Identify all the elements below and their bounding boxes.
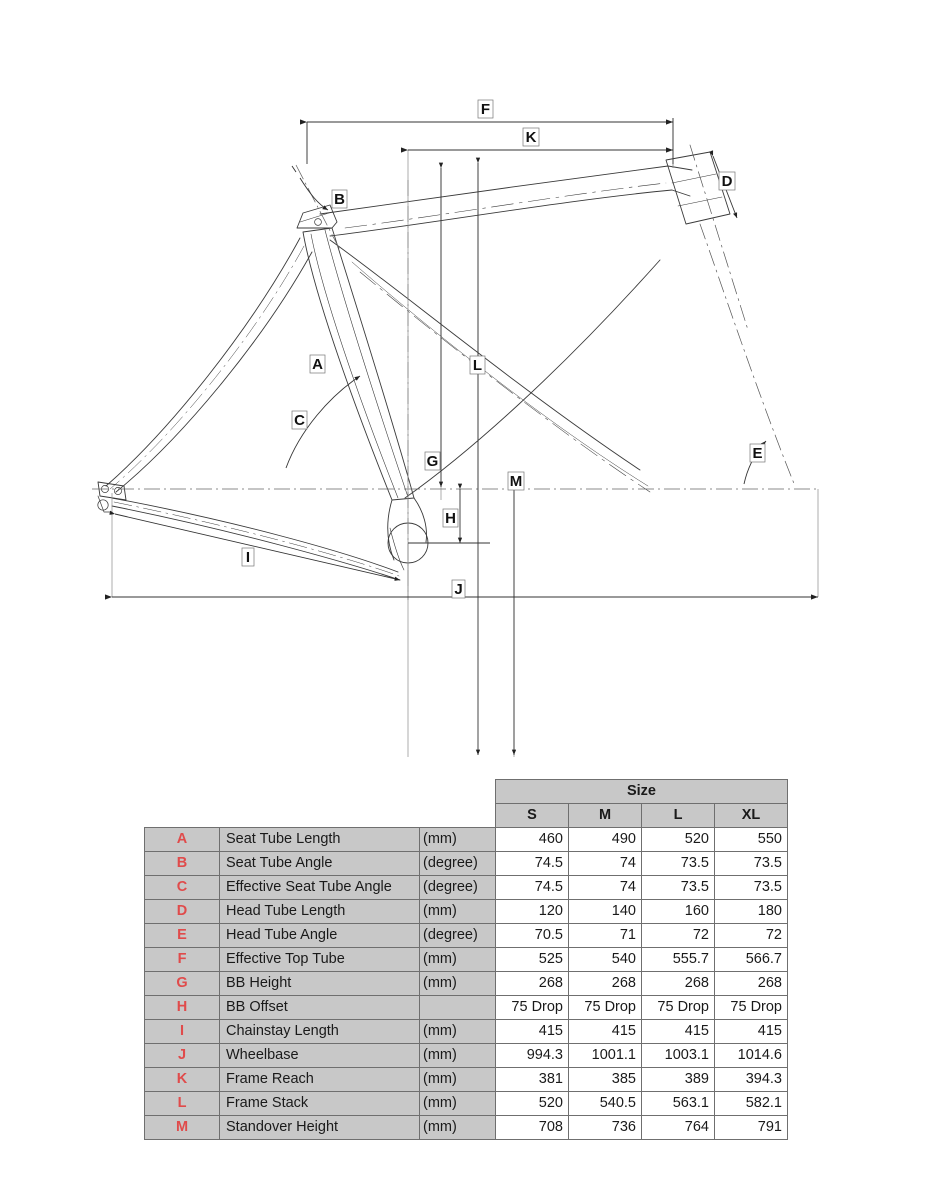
row-description: Seat Tube Angle bbox=[220, 852, 420, 876]
row-value-S: 415 bbox=[496, 1020, 569, 1044]
row-value-L: 160 bbox=[642, 900, 715, 924]
dim-label-E bbox=[750, 444, 765, 462]
dim-label-M bbox=[508, 472, 524, 490]
row-value-XL: 566.7 bbox=[715, 948, 788, 972]
row-value-S: 994.3 bbox=[496, 1044, 569, 1068]
row-letter: I bbox=[145, 1020, 220, 1044]
table-body bbox=[145, 828, 788, 1140]
row-value-XL: 75 Drop bbox=[715, 996, 788, 1020]
row-value-M: 490 bbox=[569, 828, 642, 852]
svg-text:K: K bbox=[525, 129, 537, 146]
row-value-S: 74.5 bbox=[496, 876, 569, 900]
dim-label-K bbox=[523, 128, 539, 146]
dim-label-B bbox=[332, 190, 347, 208]
row-unit bbox=[420, 996, 496, 1020]
header-size: Size bbox=[496, 780, 788, 804]
row-unit: (mm) bbox=[420, 972, 496, 996]
row-value-M: 268 bbox=[569, 972, 642, 996]
header-size-xl: XL bbox=[715, 804, 788, 828]
table-row bbox=[145, 972, 788, 996]
row-value-L: 389 bbox=[642, 1068, 715, 1092]
row-value-M: 415 bbox=[569, 1020, 642, 1044]
row-description: Frame Stack bbox=[220, 1092, 420, 1116]
header-spacer-unit-2 bbox=[420, 804, 496, 828]
header-size-m: M bbox=[569, 804, 642, 828]
table-row bbox=[145, 996, 788, 1020]
row-value-M: 540 bbox=[569, 948, 642, 972]
dim-label-J bbox=[452, 580, 465, 598]
dim-label-I bbox=[242, 548, 254, 566]
row-value-L: 72 bbox=[642, 924, 715, 948]
row-value-S: 75 Drop bbox=[496, 996, 569, 1020]
row-description: Head Tube Angle bbox=[220, 924, 420, 948]
svg-text:B: B bbox=[334, 191, 345, 208]
dim-label-L bbox=[470, 356, 485, 374]
row-unit: (mm) bbox=[420, 1068, 496, 1092]
row-value-M: 75 Drop bbox=[569, 996, 642, 1020]
row-description: Standover Height bbox=[220, 1116, 420, 1140]
row-value-L: 73.5 bbox=[642, 876, 715, 900]
svg-text:H: H bbox=[445, 510, 456, 527]
row-value-S: 70.5 bbox=[496, 924, 569, 948]
dim-label-H bbox=[443, 509, 458, 527]
table-row bbox=[145, 828, 788, 852]
row-letter: J bbox=[145, 1044, 220, 1068]
row-value-S: 525 bbox=[496, 948, 569, 972]
row-description: Head Tube Length bbox=[220, 900, 420, 924]
row-letter: H bbox=[145, 996, 220, 1020]
row-value-XL: 582.1 bbox=[715, 1092, 788, 1116]
row-letter: D bbox=[145, 900, 220, 924]
svg-text:F: F bbox=[480, 101, 491, 118]
dim-label-A bbox=[310, 355, 325, 373]
dim-label-D bbox=[719, 172, 735, 190]
svg-text:L: L bbox=[472, 357, 483, 374]
row-value-L: 764 bbox=[642, 1116, 715, 1140]
row-value-L: 520 bbox=[642, 828, 715, 852]
row-description: Effective Top Tube bbox=[220, 948, 420, 972]
row-unit: (degree) bbox=[420, 924, 496, 948]
row-value-S: 520 bbox=[496, 1092, 569, 1116]
row-letter: L bbox=[145, 1092, 220, 1116]
row-unit: (degree) bbox=[420, 876, 496, 900]
row-value-M: 1001.1 bbox=[569, 1044, 642, 1068]
row-value-S: 708 bbox=[496, 1116, 569, 1140]
row-description: Effective Seat Tube Angle bbox=[220, 876, 420, 900]
row-value-M: 71 bbox=[569, 924, 642, 948]
row-value-XL: 268 bbox=[715, 972, 788, 996]
row-value-XL: 1014.6 bbox=[715, 1044, 788, 1068]
row-value-L: 563.1 bbox=[642, 1092, 715, 1116]
table-row bbox=[145, 852, 788, 876]
row-value-XL: 180 bbox=[715, 900, 788, 924]
row-unit: (mm) bbox=[420, 948, 496, 972]
svg-text:I: I bbox=[245, 549, 251, 566]
row-value-S: 268 bbox=[496, 972, 569, 996]
row-description: BB Offset bbox=[220, 996, 420, 1020]
svg-text:C: C bbox=[294, 412, 305, 429]
header-spacer-letter-2 bbox=[145, 804, 220, 828]
svg-text:D: D bbox=[721, 173, 733, 190]
row-letter: E bbox=[145, 924, 220, 948]
row-letter: K bbox=[145, 1068, 220, 1092]
row-unit: (mm) bbox=[420, 1020, 496, 1044]
row-description: Seat Tube Length bbox=[220, 828, 420, 852]
table-row bbox=[145, 948, 788, 972]
row-letter: F bbox=[145, 948, 220, 972]
table-row bbox=[145, 1068, 788, 1092]
row-value-S: 120 bbox=[496, 900, 569, 924]
row-unit: (mm) bbox=[420, 900, 496, 924]
row-value-M: 736 bbox=[569, 1116, 642, 1140]
row-value-M: 74 bbox=[569, 852, 642, 876]
row-value-S: 460 bbox=[496, 828, 569, 852]
row-letter: A bbox=[145, 828, 220, 852]
row-value-S: 74.5 bbox=[496, 852, 569, 876]
row-value-XL: 550 bbox=[715, 828, 788, 852]
header-spacer-unit bbox=[420, 780, 496, 804]
svg-text:G: G bbox=[426, 453, 439, 470]
row-unit: (mm) bbox=[420, 828, 496, 852]
row-value-XL: 72 bbox=[715, 924, 788, 948]
row-value-XL: 791 bbox=[715, 1116, 788, 1140]
header-spacer-desc-2 bbox=[220, 804, 420, 828]
row-letter: C bbox=[145, 876, 220, 900]
row-unit: (mm) bbox=[420, 1044, 496, 1068]
svg-text:A: A bbox=[312, 356, 323, 373]
row-description: Chainstay Length bbox=[220, 1020, 420, 1044]
svg-text:J: J bbox=[454, 581, 463, 598]
row-value-L: 73.5 bbox=[642, 852, 715, 876]
row-value-L: 268 bbox=[642, 972, 715, 996]
row-unit: (mm) bbox=[420, 1092, 496, 1116]
row-value-L: 1003.1 bbox=[642, 1044, 715, 1068]
table-header-sizes-row bbox=[145, 804, 788, 828]
table-row bbox=[145, 1044, 788, 1068]
dim-label-C bbox=[292, 411, 307, 429]
row-value-L: 415 bbox=[642, 1020, 715, 1044]
row-value-XL: 394.3 bbox=[715, 1068, 788, 1092]
table-row bbox=[145, 1020, 788, 1044]
table-row bbox=[145, 924, 788, 948]
row-value-M: 74 bbox=[569, 876, 642, 900]
row-description: Frame Reach bbox=[220, 1068, 420, 1092]
row-value-M: 385 bbox=[569, 1068, 642, 1092]
header-size-s: S bbox=[496, 804, 569, 828]
geometry-table bbox=[144, 779, 788, 1140]
header-spacer-desc bbox=[220, 780, 420, 804]
header-size-l: L bbox=[642, 804, 715, 828]
dim-label-F bbox=[478, 100, 493, 118]
svg-text:E: E bbox=[752, 445, 763, 462]
row-value-XL: 73.5 bbox=[715, 852, 788, 876]
table-row bbox=[145, 900, 788, 924]
row-description: Wheelbase bbox=[220, 1044, 420, 1068]
row-value-XL: 415 bbox=[715, 1020, 788, 1044]
row-value-L: 555.7 bbox=[642, 948, 715, 972]
row-value-XL: 73.5 bbox=[715, 876, 788, 900]
table-header-size-row bbox=[145, 780, 788, 804]
row-value-S: 381 bbox=[496, 1068, 569, 1092]
row-value-M: 540.5 bbox=[569, 1092, 642, 1116]
dimension-label-group bbox=[242, 100, 765, 598]
row-letter: G bbox=[145, 972, 220, 996]
row-value-L: 75 Drop bbox=[642, 996, 715, 1020]
table-row bbox=[145, 1116, 788, 1140]
row-letter: B bbox=[145, 852, 220, 876]
header-spacer-letter bbox=[145, 780, 220, 804]
table-row bbox=[145, 876, 788, 900]
dim-label-G bbox=[425, 452, 440, 470]
row-description: BB Height bbox=[220, 972, 420, 996]
table-row bbox=[145, 1092, 788, 1116]
row-unit: (degree) bbox=[420, 852, 496, 876]
row-letter: M bbox=[145, 1116, 220, 1140]
row-unit: (mm) bbox=[420, 1116, 496, 1140]
row-value-M: 140 bbox=[569, 900, 642, 924]
svg-text:M: M bbox=[509, 473, 523, 490]
